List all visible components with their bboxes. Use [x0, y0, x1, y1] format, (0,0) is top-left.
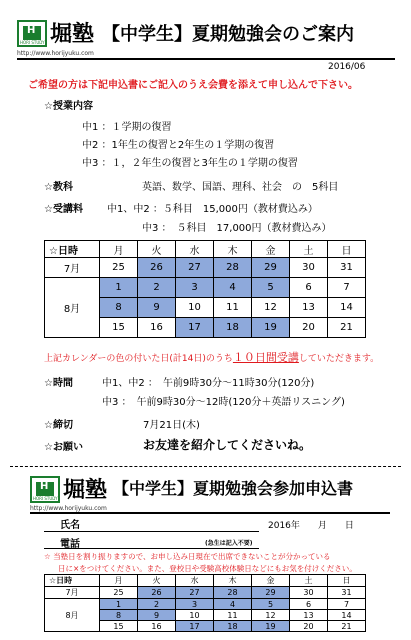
calendar-header: 金 [252, 575, 290, 587]
form-calendar-table [44, 574, 366, 632]
issue-date: 2016/06 [328, 62, 366, 72]
lesson-line: 中1 ：１学期の復習 [82, 122, 172, 133]
date-cell: 17 [176, 318, 214, 338]
form-note-1: ☆ 当塾日を割り振りますので、お申し込み日現在で出席できないことが分かっている [44, 552, 331, 561]
subjects-label: ☆教科 [44, 182, 73, 193]
date-cell: 4 [214, 278, 252, 298]
calendar-header: ☆日時 [45, 241, 100, 258]
deadline-value: 7月21日(木) [143, 420, 200, 431]
form-logo [30, 476, 60, 503]
date-cell[interactable]: 20 [290, 621, 328, 632]
calendar-header: 金 [252, 241, 290, 258]
row-label: 7月 [45, 258, 100, 278]
logo-h-icon: H [40, 481, 49, 492]
form-url[interactable]: http://www.horijyuku.com [30, 505, 107, 512]
date-cell: 7 [328, 278, 366, 298]
calendar-header: 月 [100, 575, 138, 587]
date-cell: 10 [176, 298, 214, 318]
date-cell[interactable]: 10 [176, 610, 214, 621]
calendar-table [44, 240, 366, 338]
form-note-2: 日に×をつけてください。また、登校日や受験高校体験日などにもお気を付けください。 [58, 564, 357, 573]
date-cell[interactable]: 19 [252, 621, 290, 632]
form-date: 2016年 月 日 [268, 521, 354, 531]
calendar-row [45, 599, 366, 610]
calendar-row [45, 278, 366, 298]
date-cell: 6 [290, 278, 328, 298]
calendar-header: 土 [290, 575, 328, 587]
date-cell: 9 [138, 298, 176, 318]
date-cell[interactable]: 31 [328, 587, 366, 599]
date-cell: 11 [214, 298, 252, 318]
date-cell[interactable]: 13 [290, 610, 328, 621]
date-cell: 13 [290, 298, 328, 318]
name-field[interactable] [44, 531, 259, 532]
lesson-heading: ☆授業内容 [44, 101, 93, 112]
date-cell[interactable]: 14 [328, 610, 366, 621]
date-cell: 26 [138, 258, 176, 278]
date-cell[interactable]: 3 [176, 599, 214, 610]
request-label: ☆お願い [44, 442, 83, 453]
date-cell[interactable]: 12 [252, 610, 290, 621]
calendar-note-emph: １０日間受講 [232, 351, 299, 364]
date-cell: 20 [290, 318, 328, 338]
subjects-value: 英語、数学、国語、理科、社会 の 5科目 [142, 182, 339, 193]
lesson-line: 中2 ：1年生の復習と2年生の１学期の復習 [82, 140, 275, 151]
calendar-header: ☆日時 [45, 575, 100, 587]
calendar-header: 火 [138, 575, 176, 587]
date-cell[interactable]: 17 [176, 621, 214, 632]
row-label: 8月 [45, 278, 100, 338]
date-cell[interactable]: 29 [252, 587, 290, 599]
date-cell[interactable]: 5 [252, 599, 290, 610]
date-cell: 16 [138, 318, 176, 338]
fee-line-1: 中1、中2 ：５科目 15,000円（教材費込み） [107, 204, 318, 215]
calendar-note-pre: 上記カレンダーの色の付いた日(計14日)のうち [44, 354, 233, 364]
calendar-header-row [45, 575, 366, 587]
date-cell: 19 [252, 318, 290, 338]
phone-label: 電話 [60, 539, 80, 550]
row-label: 8月 [45, 599, 100, 632]
fee-line-2: 中3 ： ５科目 17,000円（教材費込み） [142, 223, 332, 234]
header-divider [17, 58, 395, 60]
header-url[interactable]: http://www.horijyuku.com [17, 50, 94, 57]
calendar-header: 日 [328, 575, 366, 587]
date-cell[interactable]: 28 [214, 587, 252, 599]
logo-h-icon: H [27, 25, 36, 36]
date-cell[interactable]: 15 [100, 621, 138, 632]
date-cell[interactable]: 6 [290, 599, 328, 610]
logo-text: HORI STUDY [33, 496, 58, 501]
date-cell[interactable]: 26 [138, 587, 176, 599]
calendar-header: 月 [100, 241, 138, 258]
date-cell: 29 [252, 258, 290, 278]
time-label: ☆時間 [44, 378, 73, 389]
row-label: 7月 [45, 587, 100, 599]
date-cell[interactable]: 1 [100, 599, 138, 610]
date-cell: 15 [100, 318, 138, 338]
date-cell[interactable]: 18 [214, 621, 252, 632]
form-brand: 堀塾 [63, 477, 108, 503]
date-cell: 3 [176, 278, 214, 298]
logo-text: HORI STUDY [20, 40, 45, 45]
date-cell: 18 [214, 318, 252, 338]
page-title: 【中学生】夏期勉強会のご案内 [102, 24, 354, 45]
request-value: お友達を紹介してくださいね。 [143, 438, 312, 452]
date-cell: 2 [138, 278, 176, 298]
calendar-note-post: していただきます。 [298, 354, 380, 364]
calendar-header: 土 [290, 241, 328, 258]
calendar-row [45, 258, 366, 278]
lesson-line: 中3 ：１，２年生の復習と3年生の１学期の復習 [82, 158, 298, 169]
date-cell[interactable]: 21 [328, 621, 366, 632]
name-label: 氏名 [60, 520, 80, 531]
date-cell: 1 [100, 278, 138, 298]
calendar-header: 水 [176, 241, 214, 258]
date-cell: 30 [290, 258, 328, 278]
date-cell[interactable]: 11 [214, 610, 252, 621]
cut-line [10, 466, 401, 467]
date-cell: 14 [328, 298, 366, 318]
date-cell[interactable]: 4 [214, 599, 252, 610]
notice-text: ご希望の方は下記申込書にご記入のうえ会費を添えて申し込んで下さい。 [28, 80, 358, 91]
date-cell: 12 [252, 298, 290, 318]
date-cell[interactable]: 8 [100, 610, 138, 621]
deadline-label: ☆締切 [44, 420, 73, 431]
calendar-header: 日 [328, 241, 366, 258]
date-cell[interactable]: 9 [138, 610, 176, 621]
date-cell[interactable]: 7 [328, 599, 366, 610]
date-cell[interactable]: 30 [290, 587, 328, 599]
date-cell: 8 [100, 298, 138, 318]
brand-name: 堀塾 [50, 21, 95, 47]
date-cell[interactable]: 25 [100, 587, 138, 599]
fee-label: ☆受講料 [44, 204, 83, 215]
calendar-row [45, 587, 366, 599]
date-cell: 31 [328, 258, 366, 278]
calendar-header-row [45, 241, 366, 258]
phone-note: (急生は記入不要) [205, 540, 253, 547]
date-cell[interactable]: 16 [138, 621, 176, 632]
phone-field[interactable] [44, 548, 259, 549]
calendar-header: 木 [214, 241, 252, 258]
date-cell: 27 [176, 258, 214, 278]
date-cell[interactable]: 27 [176, 587, 214, 599]
time-line-2: 中3 ： 午前9時30分～12時(120分＋英語リスニング) [102, 397, 345, 408]
calendar-header: 木 [214, 575, 252, 587]
date-cell: 28 [214, 258, 252, 278]
logo [17, 20, 47, 47]
date-cell[interactable]: 2 [138, 599, 176, 610]
calendar-header: 火 [138, 241, 176, 258]
date-cell: 21 [328, 318, 366, 338]
date-cell: 25 [100, 258, 138, 278]
calendar-note [44, 349, 379, 365]
form-title: 【中学生】夏期勉強会参加申込書 [113, 479, 354, 498]
calendar-header: 水 [176, 575, 214, 587]
date-cell: 5 [252, 278, 290, 298]
time-line-1: 中1、中2 ： 午前9時30分～11時30分(120分) [102, 378, 315, 389]
form-divider [30, 512, 390, 514]
